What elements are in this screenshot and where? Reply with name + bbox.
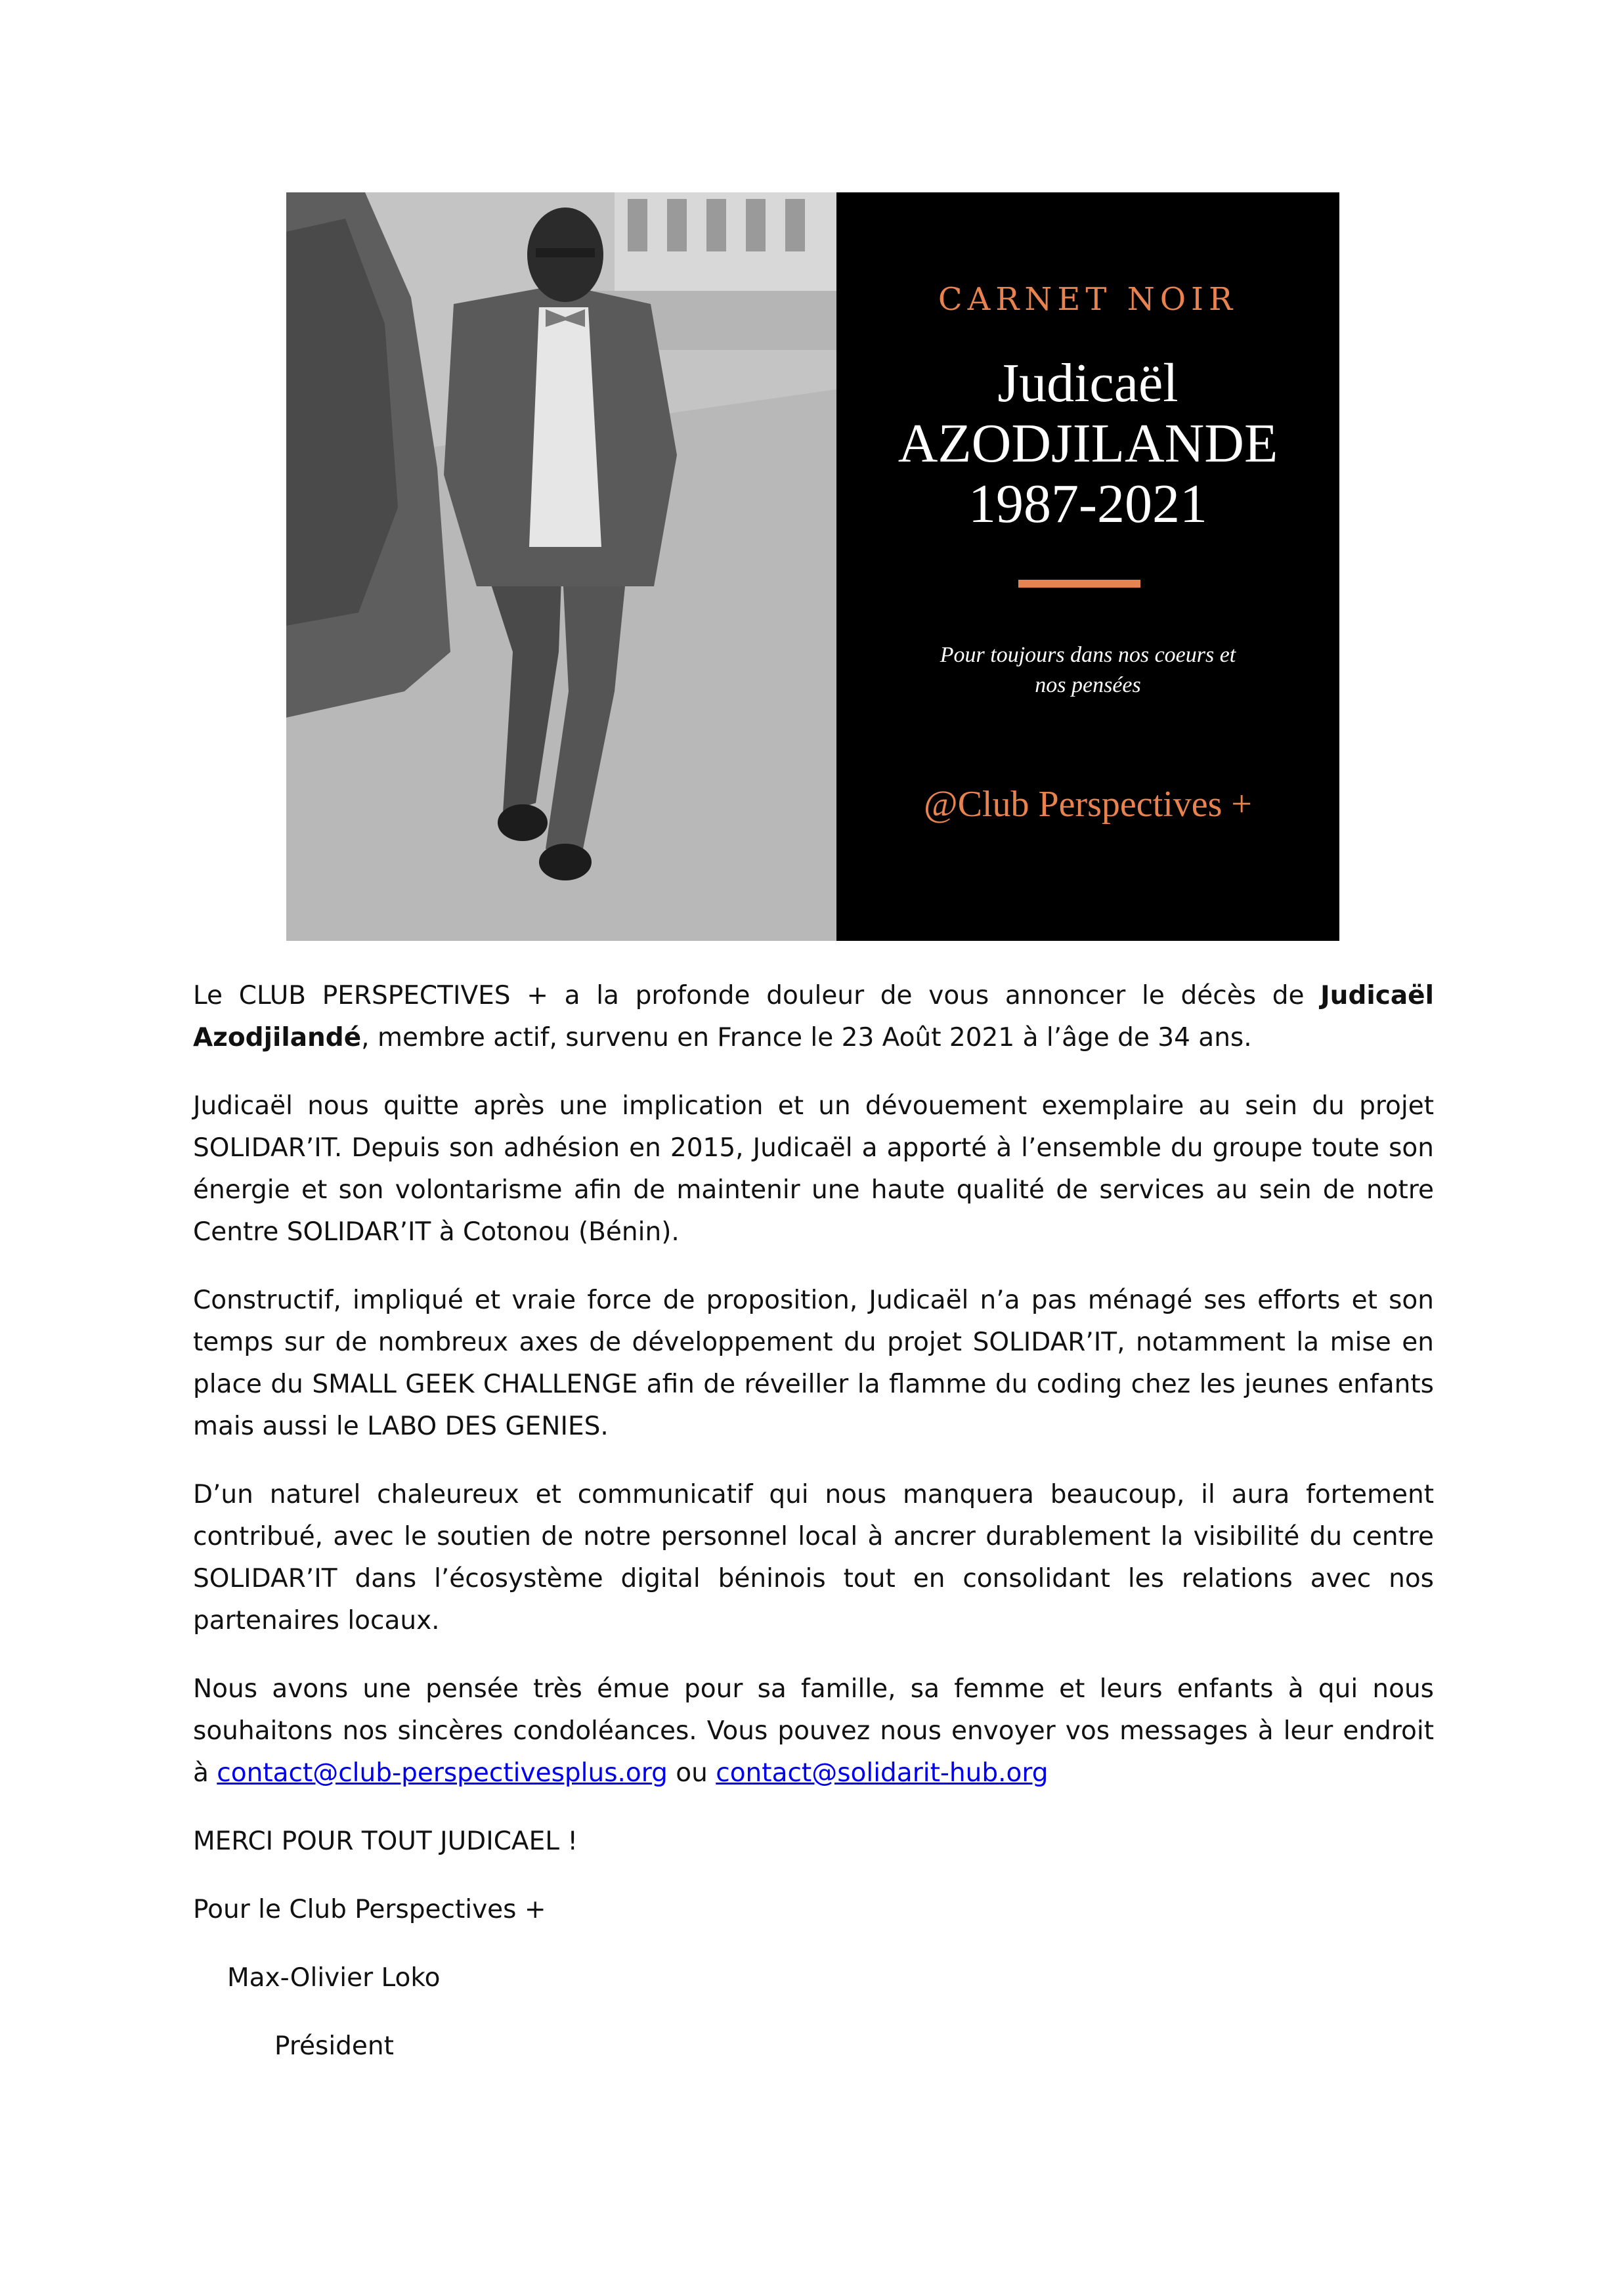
conjunction-text: ou [667, 1758, 716, 1788]
email-link-solidarit[interactable]: contact@solidarit-hub.org [716, 1758, 1049, 1788]
announcement-text-end: , membre actif, survenu en France le 23 Août 2021 à l’âge de 34 ans. [361, 1023, 1252, 1052]
on-behalf-line: Pour le Club Perspectives + [193, 1895, 546, 1924]
accent-divider [1018, 580, 1140, 588]
paragraph-involvement: Judicaël nous quitte après une implication et un dévouement exemplaire au sein du projet SOLIDAR’IT. Depuis son adhésion en 2015, Judicaël a apporté à l’ensemble du groupe toute son énergie et son volontarisme afin de maintenir une haute qualité de services au sein de notre Centre SOLIDAR’IT à Cotonou (Bénin). [193, 1091, 1434, 1247]
paragraph-condolences [193, 1668, 1434, 1794]
club-signature: @Club Perspectives + [924, 784, 1252, 825]
deceased-last-name: AZODJILANDE [898, 413, 1278, 474]
paragraph-announcement [193, 975, 1434, 1059]
deceased-first-name: Judicaël [997, 353, 1179, 414]
paragraph-contributions: Constructif, impliqué et vraie force de proposition, Judicaël n’a pas ménagé ses efforts et son temps sur de nombreux axes de développement du projet SOLIDAR’IT, notamment la mise en place du SMALL GEEK CHALLENGE afin de réveiller la flamme du coding chez les jeunes enfants mais aussi le LABO DES GENIES. [193, 1286, 1434, 1441]
announcement-body [193, 975, 1434, 2094]
tribute-line-2: nos pensées [1035, 673, 1141, 697]
thanks-line: MERCI POUR TOUT JUDICAEL ! [193, 1827, 578, 1856]
memorial-banner [286, 192, 1339, 941]
email-link-club[interactable]: contact@club-perspectivesplus.org [217, 1758, 668, 1788]
deceased-name-bold: Judicaël Azodjilandé [193, 981, 1434, 1052]
signer-title: Président [274, 2031, 394, 2061]
carnet-noir-heading: CARNET NOIR [938, 281, 1238, 318]
portrait-illustration [286, 192, 836, 941]
signer-name: Max-Olivier Loko [227, 1963, 441, 1993]
memorial-card [836, 192, 1339, 941]
announcement-text: Le CLUB PERSPECTIVES + a la profonde douleur de vous annoncer le décès de [193, 981, 1321, 1010]
condolences-text: Nous avons une pensée très émue pour sa famille, sa femme et leurs enfants à qui nous souhaitons nos sincères condoléances. Vous pouvez nous envoyer vos messages à leur endroit à [193, 1674, 1434, 1788]
portrait-photo [286, 192, 836, 941]
paragraph-personality: D’un naturel chaleureux et communicatif qui nous manquera beaucoup, il aura fortement contribué, avec le soutien de notre personnel local à ancrer durablement la visibilité du centre SOLIDAR’IT dans l’écosystème digital béninois tout en consolidant les relations avec nos partenaires locaux. [193, 1480, 1434, 1635]
life-years: 1987-2021 [968, 473, 1207, 534]
tribute-line-1: Pour toujours dans nos coeurs et [940, 643, 1236, 667]
